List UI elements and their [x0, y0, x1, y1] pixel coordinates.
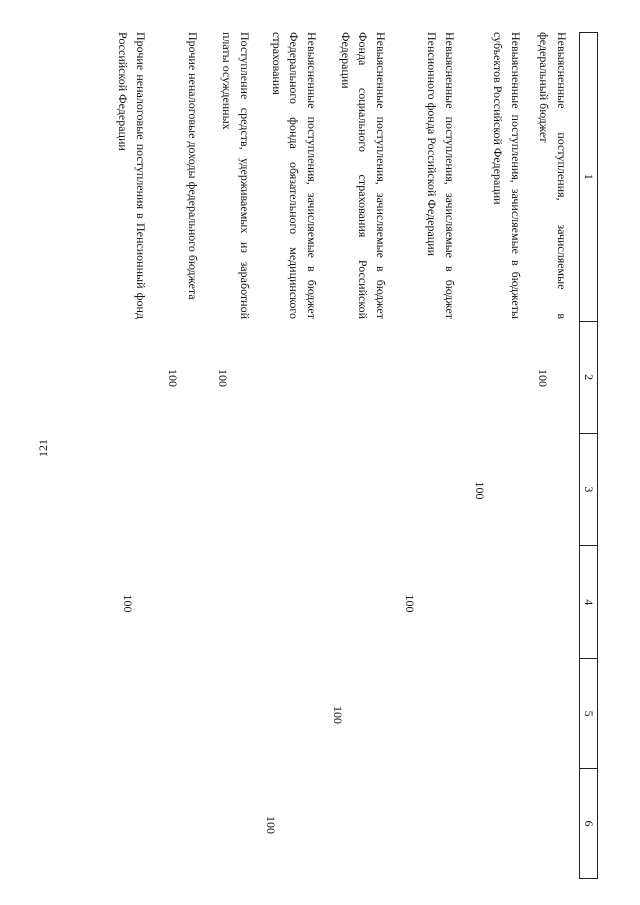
column-header-row — [580, 33, 598, 879]
row-6-value: 100 — [216, 369, 230, 387]
row-2-description: Невыясненные поступления, зачисляемые в бюджеты субъектов Российской Федерации — [491, 32, 523, 319]
row-2-value: 100 — [473, 481, 487, 500]
row-6-description: Поступление средств, удерживаемых из заработной платы осужденных — [220, 32, 252, 319]
column-header-3: 3 — [580, 433, 598, 546]
row-1-value: 100 — [536, 369, 550, 387]
row-3-description: Невыясненные поступления, зачисляемые в бюджет Пенсионного фонда Российской Федерации — [425, 32, 457, 319]
row-5-value: 100 — [264, 816, 278, 834]
column-header-6: 6 — [580, 769, 598, 879]
row-7-description: Прочие неналоговые доходы федерального бюджета — [186, 32, 200, 300]
row-7-value: 100 — [166, 369, 180, 387]
column-header-table — [579, 32, 598, 879]
column-header-4: 4 — [580, 546, 598, 659]
column-header-5: 5 — [580, 659, 598, 769]
page-number: 121 — [36, 439, 50, 457]
column-header-2: 2 — [580, 321, 598, 433]
row-1-description: Невыясненные поступления, зачисляемые в федеральный бюджет — [537, 32, 569, 319]
rotated-table-sheet — [72, 32, 598, 879]
row-4-description: Невыясненные поступления, зачисляемые в бюджет Фонда социального страхования Российской Федерации — [339, 32, 388, 319]
column-header-1: 1 — [580, 33, 598, 322]
row-8-description: Прочие неналоговые поступления в Пенсионный фонд Российской Федерации — [116, 32, 148, 319]
row-8-value: 100 — [121, 594, 135, 613]
row-4-value: 100 — [331, 706, 345, 724]
row-5-description: Невыясненные поступления, зачисляемые в бюджет Федерального фонда обязательного медицинского страхования — [270, 32, 319, 319]
row-3-value: 100 — [403, 594, 417, 613]
